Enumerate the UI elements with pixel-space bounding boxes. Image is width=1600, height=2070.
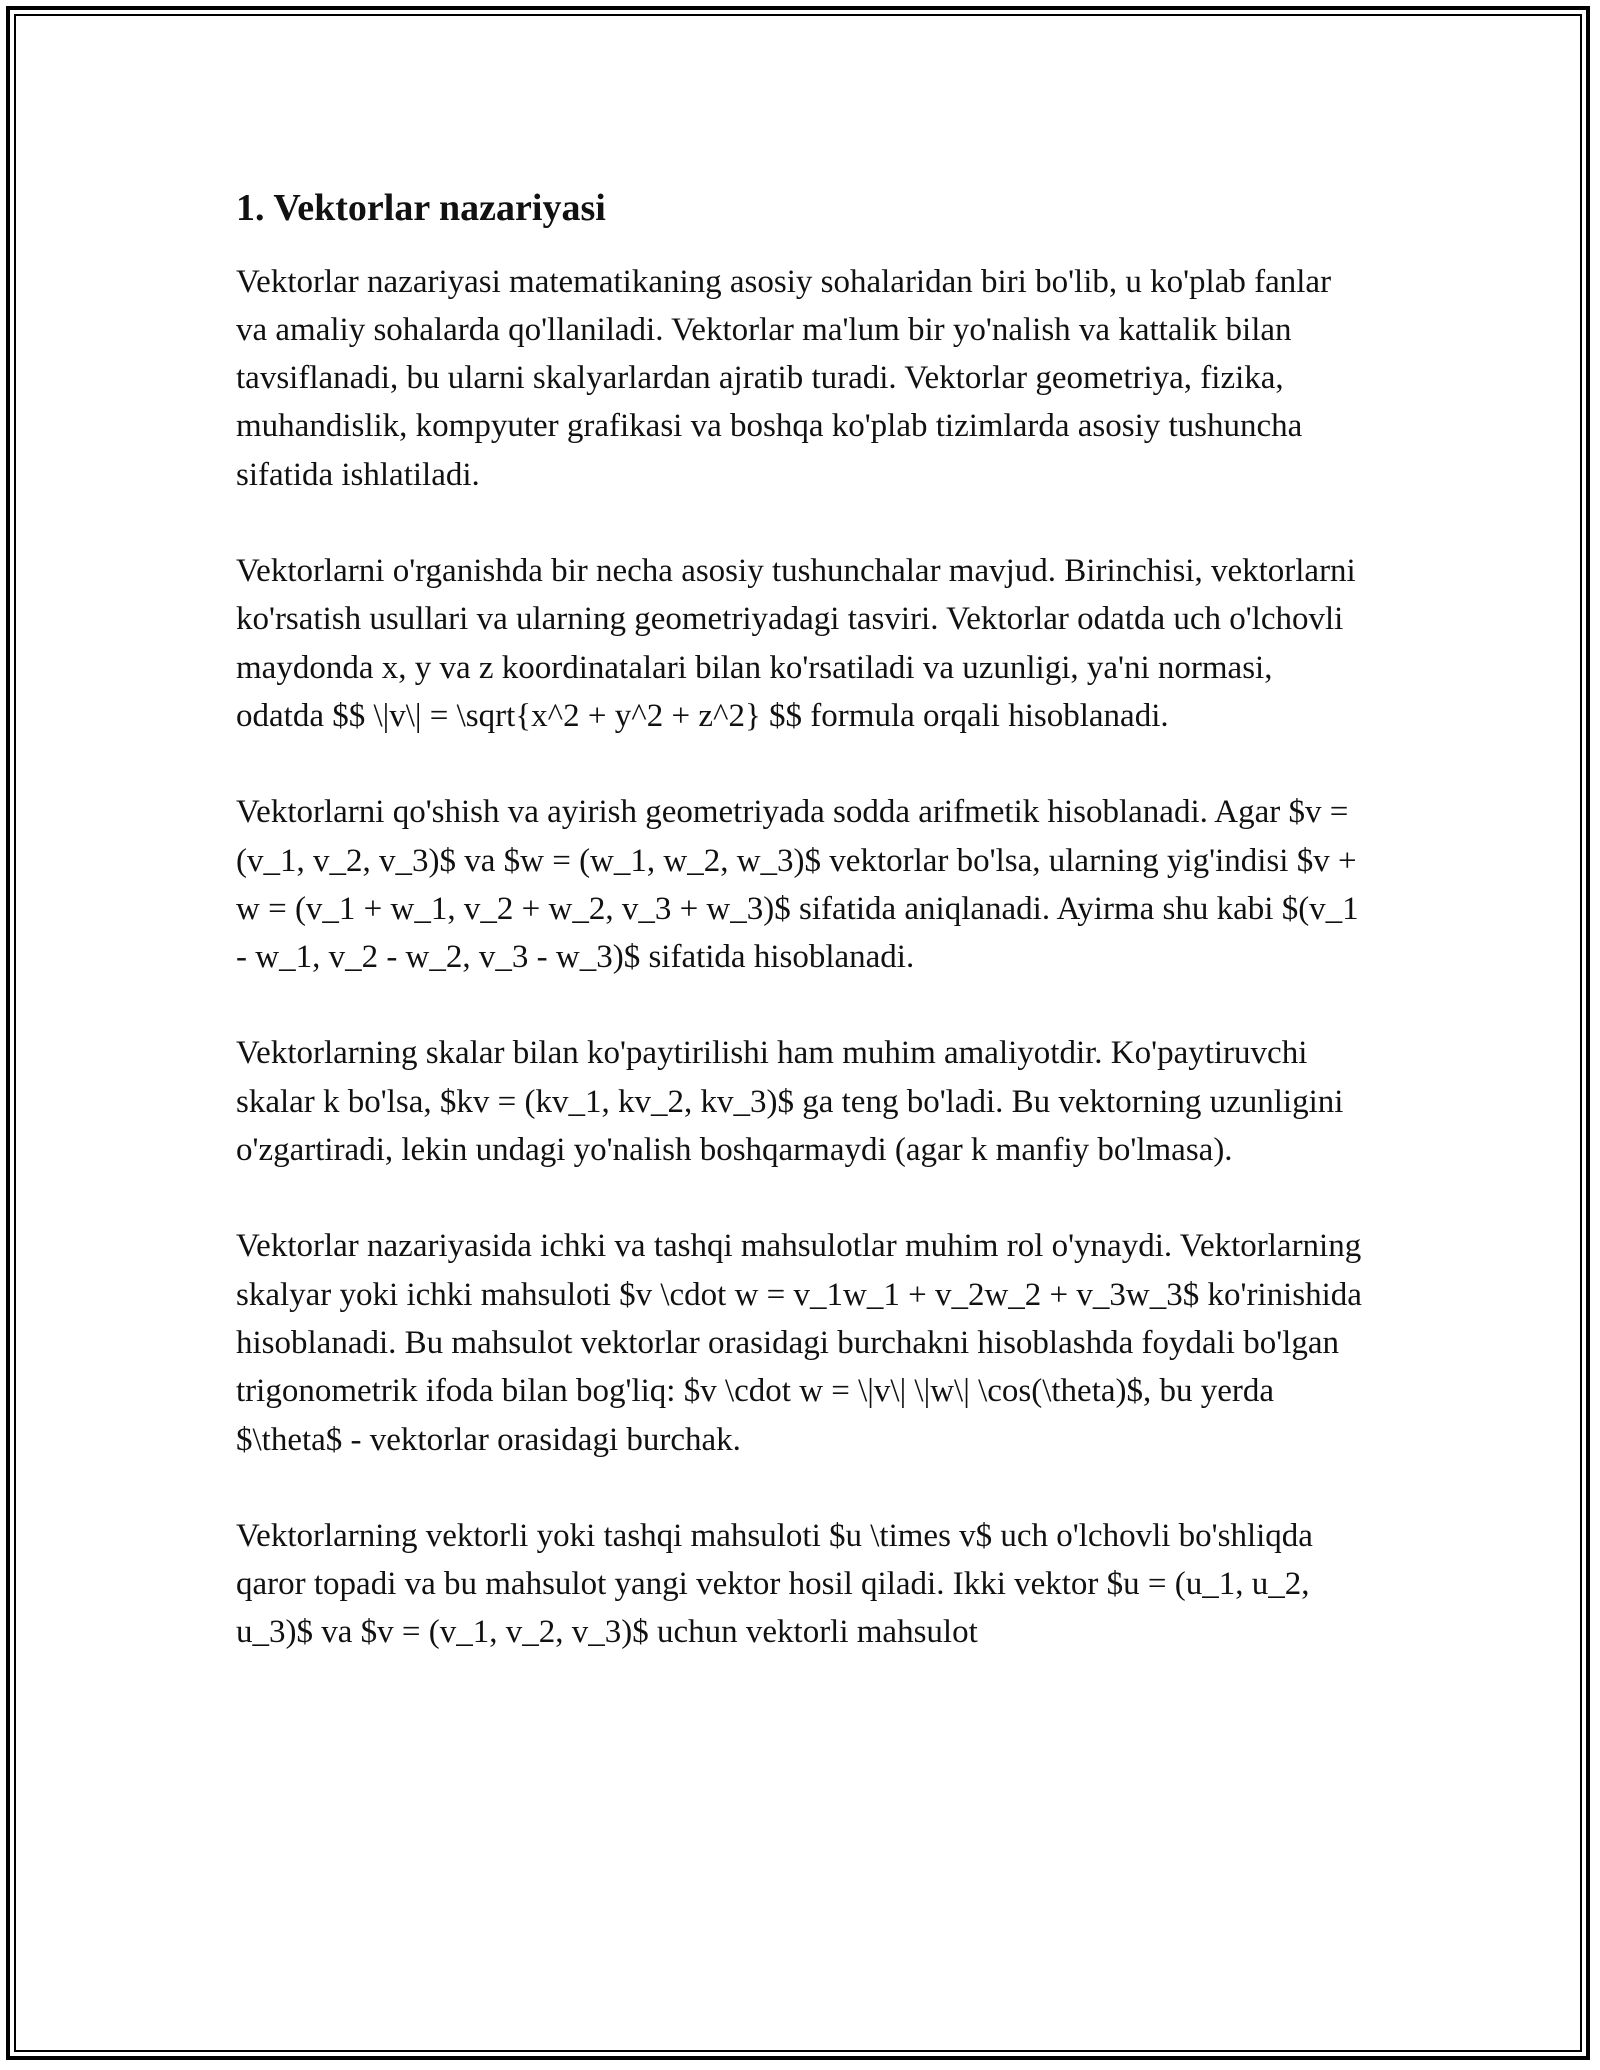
document-body: [236, 186, 1366, 1705]
paragraph-scalar-multiplication: Vektorlarning skalar bilan ko'paytirilishi ham muhim amaliyotdir. Ko'paytiruvchi skalar k bo'lsa, $kv = (kv_1, kv_2, kv_3)$ ga teng bo'ladi. Bu vektorning uzunligini o'zgartiradi, lekin undagi yo'nalish boshqarmaydi (agar k manfiy bo'lmasa).: [236, 1035, 1344, 1169]
paragraph-dot-product: Vektorlar nazariyasida ichki va tashqi mahsulotlar muhim rol o'ynaydi. Vektorlarning skalyar yoki ichki mahsuloti $v \cdot w = v_1w_1 + v_2w_2 + v_3w_3$ ko'rinishida hisoblanadi. Bu mahsulot vektorlar orasidagi burchakni hisoblashda foydali bo'lgan trigonometrik ifoda bilan bog'liq: $v \cdot w = \|v\| \|w\| \cos(\theta)$, bu yerda $\theta$ - vektorlar orasidagi burchak.: [236, 1228, 1362, 1458]
paragraph-addition: Vektorlarni qo'shish va ayirish geometriyada sodda arifmetik hisoblanadi. Agar $v = (v_1, v_2, v_3)$ va $w = (w_1, w_2, w_3)$ vektorlar bo'lsa, ularning yig'indisi $v + w = (v_1 + w_1, v_2 + w_2, v_3 + w_3)$ sifatida aniqlanadi. Ayirma shu kabi $(v_1 - w_1, v_2 - w_2, v_3 - w_3)$ sifatida hisoblanadi.: [236, 794, 1359, 976]
section-heading: 1. Vektorlar nazariyasi: [236, 187, 606, 229]
paragraph-cross-product: Vektorlarning vektorli yoki tashqi mahsuloti $u \times v$ uch o'lchovli bo'shliqda qaror topadi va bu mahsulot yangi vektor hosil qiladi. Ikki vektor $u = (u_1, u_2, u_3)$ va $v = (v_1, v_2, v_3)$ uchun vektorli mahsulot: [236, 1517, 1313, 1651]
paragraph-representation: Vektorlarni o'rganishda bir necha asosiy tushunchalar mavjud. Birinchisi, vektorlarni ko'rsatish usullari va ularning geometriyadagi tasviri. Vektorlar odatda uch o'lchovli maydonda x, y va z koordinatalari bilan ko'rsatiladi va uzunligi, ya'ni normasi, odatda $$ \|v\| = \sqrt{x^2 + y^2 + z^2} $$ formula orqali hisoblanadi.: [236, 553, 1356, 734]
paragraph-intro: Vektorlar nazariyasi matematikaning asosiy sohalaridan biri bo'lib, u ko'plab fanlar va amaliy sohalarda qo'llaniladi. Vektorlar ma'lum bir yo'nalish va kattalik bilan tavsiflanadi, bu ularni skalyarlardan ajratib turadi. Vektorlar geometriya, fizika, muhandislik, kompyuter grafikasi va boshqa ko'plab tizimlarda asosiy tushuncha sifatida ishlatiladi.: [236, 263, 1332, 493]
